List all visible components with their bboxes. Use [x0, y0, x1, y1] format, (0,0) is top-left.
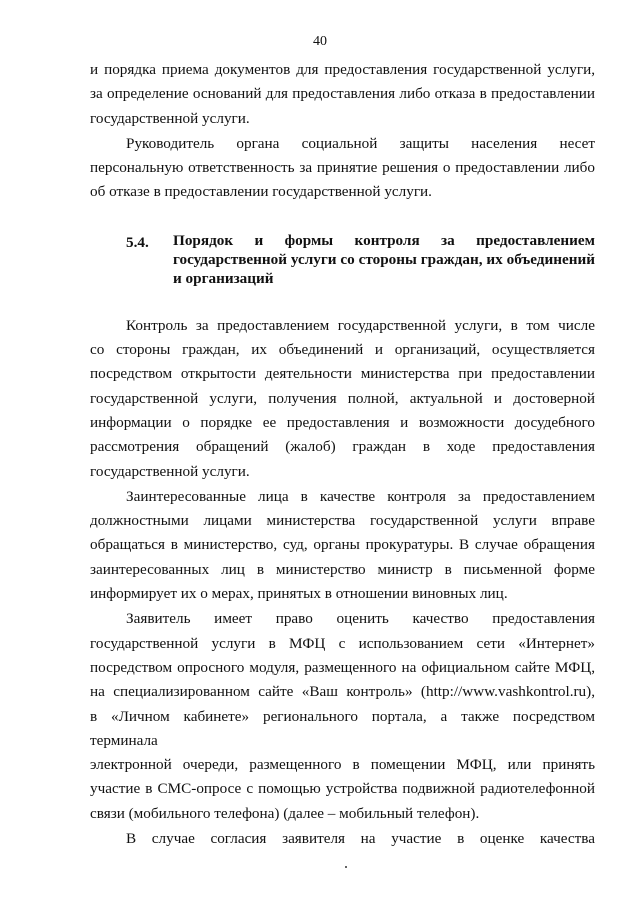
paragraph-1	[90, 58, 595, 131]
paragraph-line: Контроль за предоставлением государственной услуги, в том числе	[126, 316, 595, 334]
paragraph-line: информации о порядке ее предоставления и возможности досудебного	[90, 413, 595, 431]
paragraph-line: заинтересованных лиц в министерство министр в письменной форме	[90, 560, 595, 578]
paragraph-2	[90, 132, 595, 205]
paragraph-line: В случае согласия заявителя на участие в оценке качества	[126, 830, 595, 848]
paragraph-3	[90, 314, 595, 484]
paragraph-line: связи (мобильного телефона) (далее – мобильный телефон).	[90, 804, 480, 822]
paragraph-line: Заинтересованные лица в качестве контроля за предоставлением	[126, 487, 595, 505]
paragraph-line: электронной очереди, размещенного в помещении МФЦ, или принять	[90, 756, 595, 774]
document-body	[90, 58, 595, 851]
paragraph-5	[90, 607, 595, 826]
paragraph-line: посредством открытости деятельности министерства при предоставлении	[90, 365, 595, 383]
paragraph-line: Руководитель органа социальной защиты населения несет	[126, 134, 595, 152]
paragraph-line: государственной услуги.	[90, 462, 250, 480]
paragraph-line: и порядка приема документов для предоставления государственной услуги,	[90, 61, 595, 78]
paragraph-line: посредством опросного модуля, размещенного на официальном сайте МФЦ,	[90, 658, 595, 676]
paragraph-line: государственной услуги в МФЦ с использованием сети «Интернет»	[90, 634, 595, 652]
paragraph-line: Заявитель имеет право оценить качество предоставления	[126, 610, 595, 628]
paragraph-4	[90, 485, 595, 606]
paragraph-line: со стороны граждан, их объединений и организаций, осуществляется	[90, 341, 595, 359]
paragraph-line: на специализированном сайте «Ваш контроль» (http://www.vashkontrol.ru),	[90, 683, 595, 701]
paragraph-line: информирует их о мерах, принятых в отношении виновных лиц.	[90, 585, 508, 603]
scan-speck	[345, 866, 347, 868]
paragraph-6	[90, 827, 595, 851]
paragraph-line: государственной услуги, получения полной, актуальной и достоверной	[90, 389, 595, 407]
paragraph-line: обращаться в министерство, суд, органы прокуратуры. В случае обращения	[90, 536, 595, 554]
paragraph-line: должностными лицами министерства государственной услуги вправе	[90, 512, 595, 530]
page-number: 40	[313, 34, 327, 49]
paragraph-line: государственной услуги.	[90, 109, 250, 127]
paragraph-line: в «Личном кабинете» регионального портала, а также посредством терминала	[90, 707, 595, 749]
section-number: 5.4.	[126, 233, 149, 251]
section-title-line: Порядок и формы контроля за предоставлением	[173, 231, 595, 249]
paragraph-line: об отказе в предоставлении государственной услуги.	[90, 183, 432, 201]
paragraph-line: рассмотрения обращений (жалоб) граждан в ходе предоставления	[90, 438, 595, 456]
section-heading	[90, 231, 595, 288]
paragraph-line: участие в СМС-опросе с помощью устройства подвижной радиотелефонной	[90, 780, 595, 798]
section-title	[173, 231, 595, 288]
section-title-line: и организаций	[173, 269, 274, 287]
section-title-line: государственной услуги со стороны граждан, их объединений	[173, 250, 595, 268]
paragraph-line: персональную ответственность за принятие решения о предоставлении либо	[90, 159, 595, 177]
paragraph-line: за определение оснований для предоставления либо отказа в предоставлении	[90, 85, 595, 103]
